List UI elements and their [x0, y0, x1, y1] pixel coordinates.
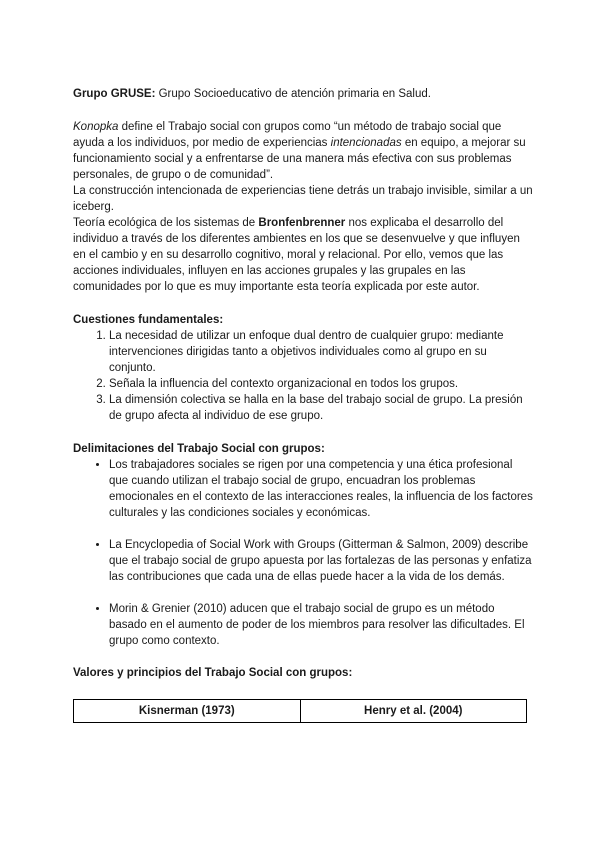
konopka-paragraph — [73, 119, 533, 183]
intro-line — [73, 86, 533, 102]
list-item: • La Encyclopedia of Social Work with Groups (Gitterman & Salmon, 2009) describe que el trabajo social de grupo apuesta por las fortalezas de las personas y enfatiza las contribuciones que cada una de ellas puede hacer a la vida de los demás. — [109, 537, 533, 585]
delimitaciones-list — [73, 457, 533, 649]
intro-label: Grupo GRUSE: — [73, 88, 156, 100]
intro-text: Grupo Socioeducativo de atención primaria en Salud. — [155, 88, 431, 100]
bronfenbrenner-text-b: nos explicaba el desarrollo del individuo a través de los diferentes ambientes en los que se desenvuelve y que influyen en el cambio y en su desarrollo cognitivo, moral y relacional. Por ello, vemos que las acciones individuales, influyen en las acciones grupales y las grupales en las comunidades por lo que es muy importante esta teoría explicada por este autor. — [73, 217, 520, 293]
konopka-text-b: en equipo, a mejorar su funcionamiento social y a enfrentarse de una manera más efectiva con sus problemas personales, de grupo o de comunidad”. — [73, 137, 526, 181]
document-body — [73, 86, 533, 723]
list-item: 3. La dimensión colectiva se halla en la base del trabajo social de grupo. La presión de grupo afecta al individuo de ese grupo. — [109, 392, 533, 424]
bronfenbrenner-paragraph — [73, 215, 533, 295]
cuestiones-list — [73, 328, 533, 424]
bronfenbrenner-text-a: Teoría ecológica de los sistemas de — [73, 217, 259, 229]
table-row — [74, 700, 527, 723]
list-item: • Morin & Grenier (2010) aducen que el trabajo social de grupo es un método basado en el aumento de poder de los miembros para resolver las dificultades. El grupo como contexto. — [109, 601, 533, 649]
iceberg-paragraph: La construcción intencionada de experiencias tiene detrás un trabajo invisible, similar a un iceberg. — [73, 185, 533, 213]
konopka-text-a: define el Trabajo social con grupos como “un método de trabajo social que ayuda a los individuos, por medio de experiencias — [73, 121, 502, 149]
valores-table — [73, 699, 527, 723]
delimitaciones-heading: Delimitaciones del Trabajo Social con grupos: — [73, 443, 325, 455]
konopka-name: Konopka — [73, 121, 119, 133]
bronfenbrenner-name: Bronfenbrenner — [258, 217, 346, 229]
list-item: 2. Señala la influencia del contexto organizacional en todos los grupos. — [109, 376, 533, 392]
table-header-cell: Henry et al. (2004) — [300, 700, 527, 723]
valores-heading: Valores y principios del Trabajo Social con grupos: — [73, 667, 353, 679]
table-header-cell: Kisnerman (1973) — [74, 700, 301, 723]
konopka-emph: intencionadas — [330, 137, 402, 149]
list-item: 1. La necesidad de utilizar un enfoque dual dentro de cualquier grupo: mediante intervenciones dirigidas tanto a objetivos individuales como al grupo en su conjunto. — [109, 328, 533, 376]
list-item: • Los trabajadores sociales se rigen por una competencia y una ética profesional que cuando utilizan el trabajo social de grupo, encuadran los problemas emocionales en el contexto de las interacciones reales, la influencia de los factores culturales y las condiciones sociales y económicas. — [109, 457, 533, 521]
cuestiones-heading: Cuestiones fundamentales: — [73, 314, 224, 326]
